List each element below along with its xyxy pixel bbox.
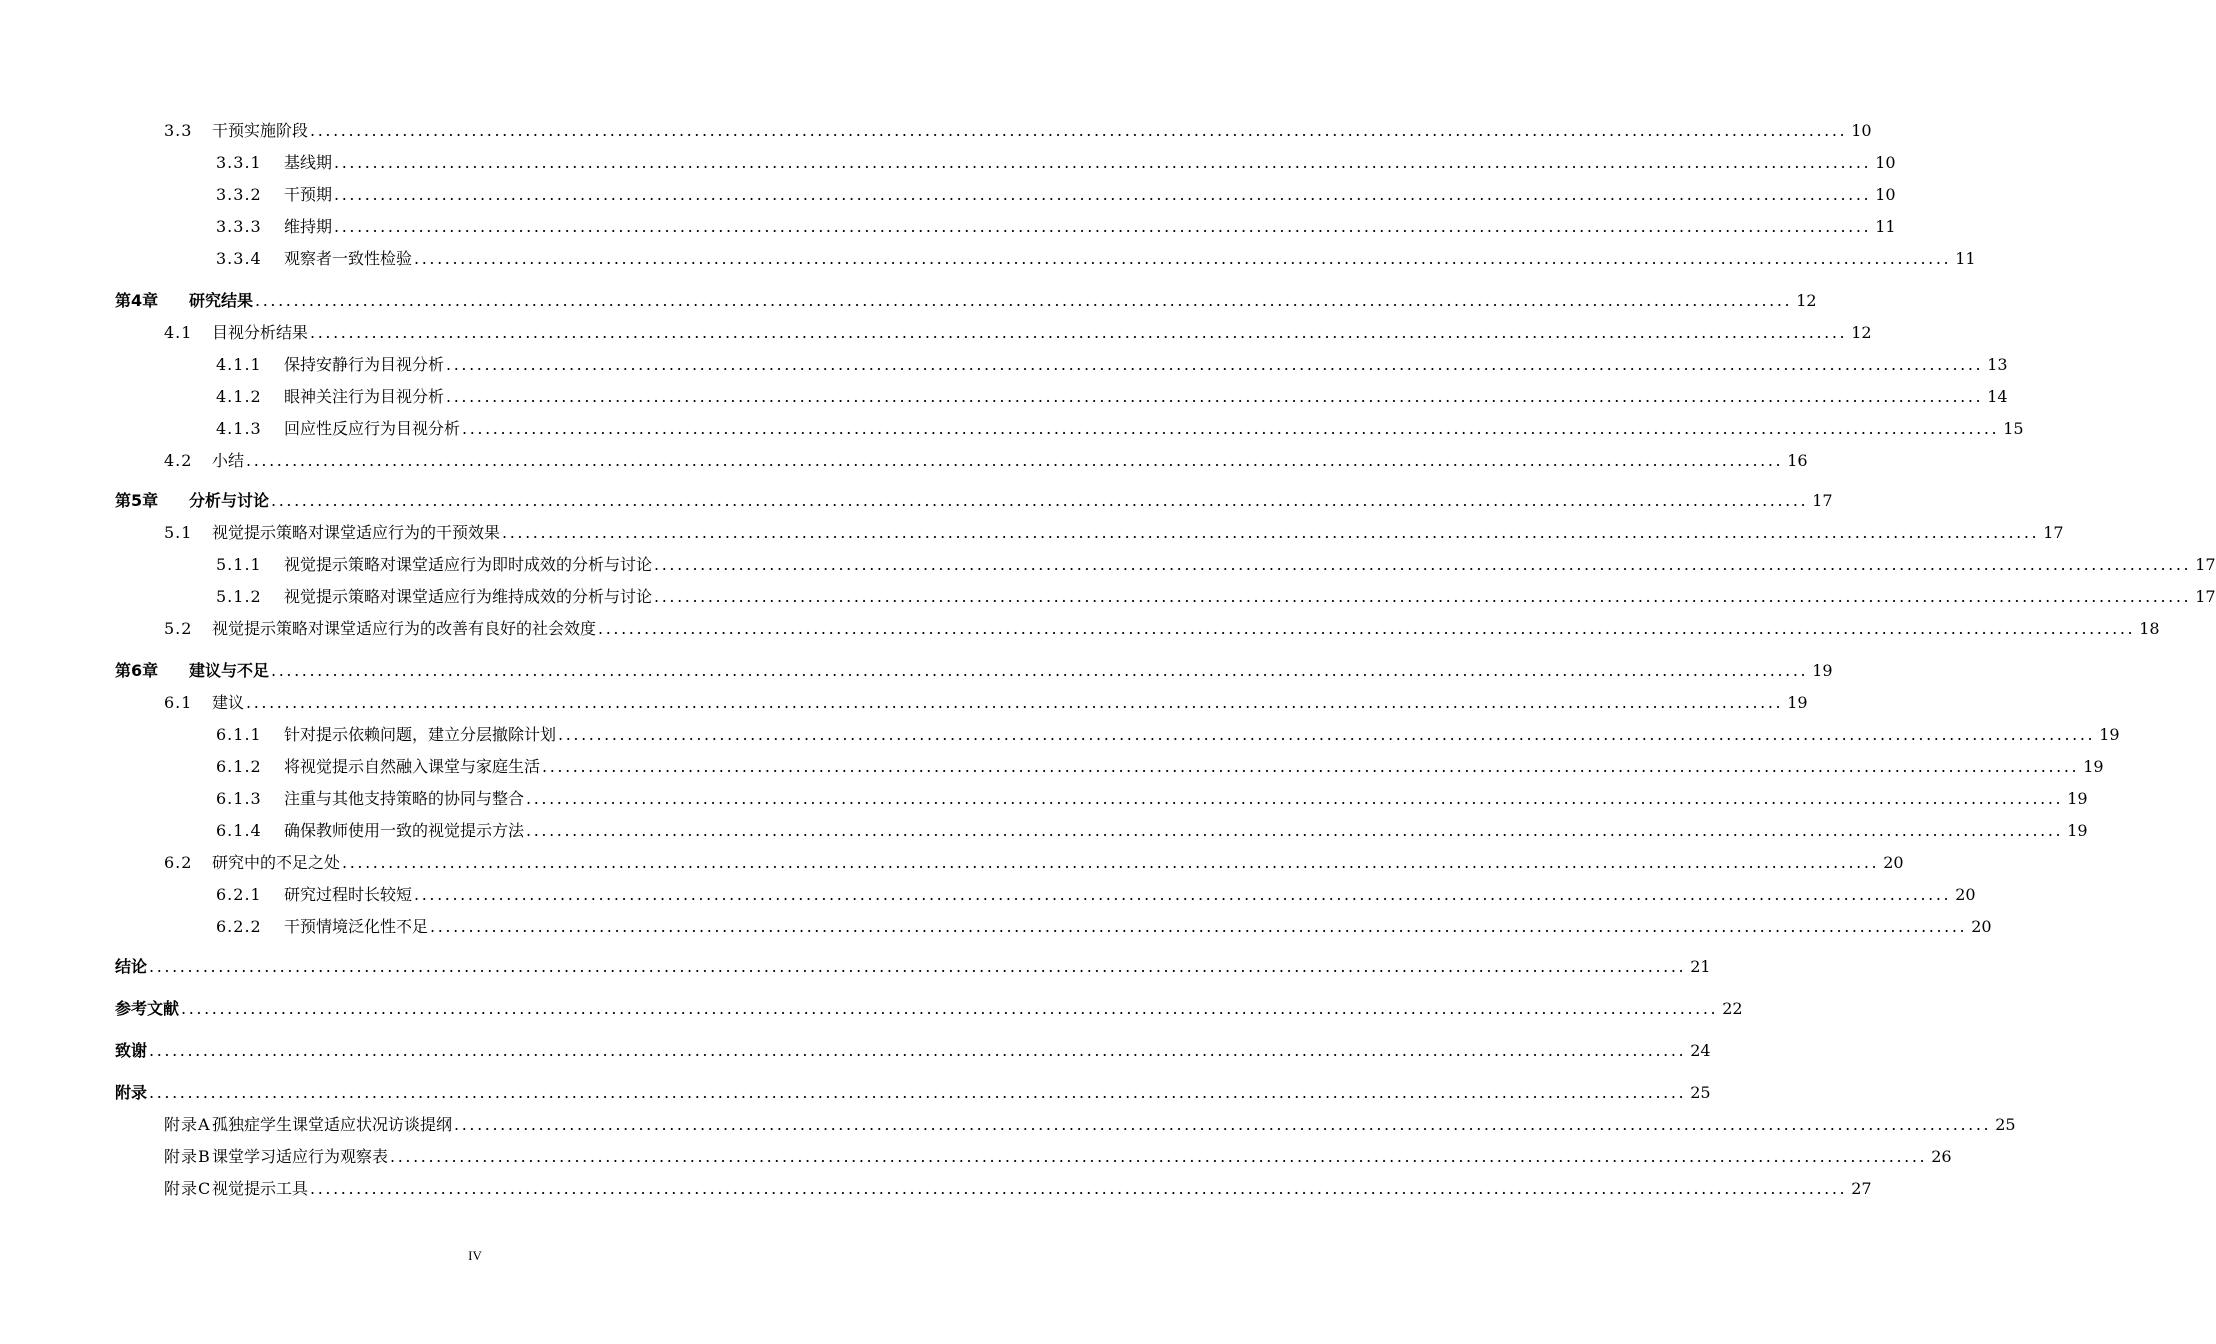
toc-entry-label — [164, 450, 244, 472]
dot-leader: ........................................................................................................................................................................................................ — [271, 661, 1809, 680]
toc-entry[interactable] — [0, 386, 2008, 408]
toc-entry-title: 干预情境泛化性不足 — [284, 917, 429, 936]
dot-leader: ........................................................................................................................................................................................................ — [446, 355, 1984, 374]
toc-entry-title: 视觉提示策略对课堂适应行为的干预效果 — [212, 523, 501, 542]
toc-entry-page: 17 — [2043, 523, 2064, 542]
toc-entry-page: 16 — [1787, 451, 1808, 470]
toc-entry[interactable] — [0, 450, 1808, 472]
toc-entry-number: 第5章 — [115, 491, 159, 510]
toc-entry-title: 将视觉提示自然融入课堂与家庭生活 — [284, 757, 541, 776]
toc-entry-page: 10 — [1851, 121, 1872, 140]
toc-entry-label — [164, 522, 500, 544]
toc-entry-page: 12 — [1851, 323, 1872, 342]
toc-entry-page: 20 — [1971, 917, 1992, 936]
toc-entry-title: 课堂学习适应行为观察表 — [212, 1147, 389, 1166]
toc-entry-number: 4.2 — [164, 451, 193, 470]
toc-entry-page: 19 — [2067, 789, 2088, 808]
toc-entry-title: 注重与其他支持策略的协同与整合 — [284, 789, 525, 808]
toc-entry-number: 6.2 — [164, 853, 193, 872]
toc-entry[interactable] — [0, 1040, 1711, 1062]
toc-entry-title: 视觉提示策略对课堂适应行为维持成效的分析与讨论 — [284, 587, 653, 606]
toc-entry-page: 19 — [2099, 725, 2120, 744]
toc-entry-number: 6.1.4 — [216, 821, 262, 840]
dot-leader: ........................................................................................................................................................................................................ — [526, 789, 2064, 808]
toc-entry-page: 26 — [1931, 1147, 1952, 1166]
toc-entry-number: 4.1.3 — [216, 419, 262, 438]
toc-entry-title: 干预实施阶段 — [212, 121, 309, 140]
dot-leader: ........................................................................................................................................................................................................ — [502, 523, 2040, 542]
toc-entry[interactable] — [0, 660, 1833, 682]
toc-entry[interactable] — [0, 354, 2008, 376]
toc-entry-page: 17 — [2195, 587, 2216, 606]
toc-entry-label — [216, 418, 460, 440]
toc-entry-page: 18 — [2139, 619, 2160, 638]
dot-leader: ........................................................................................................................................................................................................ — [149, 957, 1687, 976]
toc-entry-label — [164, 1114, 452, 1136]
toc-entry-page: 12 — [1796, 291, 1817, 310]
dot-leader: ........................................................................................................................................................................................................ — [558, 725, 2096, 744]
toc-entry-number: 4.1.2 — [216, 387, 262, 406]
toc-entry-title: 研究结果 — [189, 291, 254, 310]
toc-entry[interactable] — [0, 248, 1976, 270]
toc-entry-title: 视觉提示策略对课堂适应行为的改善有良好的社会效度 — [212, 619, 597, 638]
toc-entry-number: 附录A — [164, 1115, 211, 1134]
toc-entry-label — [216, 884, 412, 906]
toc-entry-page: 14 — [1987, 387, 2008, 406]
toc-entry-title: 观察者一致性检验 — [284, 249, 413, 268]
toc-entry[interactable] — [0, 724, 2120, 746]
toc-entry-title: 保持安静行为目视分析 — [284, 355, 445, 374]
dot-leader: ........................................................................................................................................................................................................ — [526, 821, 2064, 840]
toc-entry-page: 25 — [1995, 1115, 2016, 1134]
toc-entry-title: 参考文献 — [115, 999, 180, 1018]
toc-entry-number: 3.3.1 — [216, 153, 262, 172]
toc-entry-title: 目视分析结果 — [212, 323, 309, 342]
toc-entry[interactable] — [0, 290, 1817, 312]
toc-entry-title: 基线期 — [284, 153, 333, 172]
toc-entry-label — [164, 692, 244, 714]
page-number: IV — [468, 1248, 482, 1263]
toc-entry[interactable] — [0, 916, 1992, 938]
dot-leader: ........................................................................................................................................................................................................ — [654, 555, 2192, 574]
toc-entry-title: 确保教师使用一致的视觉提示方法 — [284, 821, 525, 840]
toc-entry[interactable] — [0, 152, 1896, 174]
toc-entry-title: 针对提示依赖问题，建立分层撤除计划 — [284, 725, 557, 744]
toc-entry-page: 20 — [1955, 885, 1976, 904]
toc-entry[interactable] — [0, 216, 1896, 238]
toc-entry-number: 3.3.4 — [216, 249, 262, 268]
toc-entry-page: 20 — [1883, 853, 1904, 872]
dot-leader: ........................................................................................................................................................................................................ — [310, 323, 1848, 342]
toc-entry[interactable] — [0, 418, 2024, 440]
dot-leader: ........................................................................................................................................................................................................ — [414, 249, 1952, 268]
toc-entry-label — [216, 788, 524, 810]
dot-leader: ........................................................................................................................................................................................................ — [334, 185, 1872, 204]
dot-leader: ........................................................................................................................................................................................................ — [255, 291, 1793, 310]
dot-leader: ........................................................................................................................................................................................................ — [181, 999, 1719, 1018]
toc-entry-label — [115, 1040, 147, 1062]
toc-entry-page: 19 — [1787, 693, 1808, 712]
toc-entry-title: 干预期 — [284, 185, 333, 204]
toc-entry-title: 回应性反应行为目视分析 — [284, 419, 461, 438]
toc-entry-label — [216, 354, 444, 376]
toc-entry-number: 4.1 — [164, 323, 193, 342]
toc-entry-number: 第4章 — [115, 291, 159, 310]
toc-entry-number: 3.3.3 — [216, 217, 262, 236]
toc-entry-page: 19 — [2067, 821, 2088, 840]
dot-leader: ........................................................................................................................................................................................................ — [246, 451, 1784, 470]
toc-entry-label — [216, 184, 332, 206]
toc-entry-number: 6.1.3 — [216, 789, 262, 808]
toc-entry-title: 建议 — [212, 693, 245, 712]
dot-leader: ........................................................................................................................................................................................................ — [654, 587, 2192, 606]
dot-leader: ........................................................................................................................................................................................................ — [334, 217, 1872, 236]
toc-entry-number: 5.1.1 — [216, 555, 262, 574]
dot-leader: ........................................................................................................................................................................................................ — [342, 853, 1880, 872]
toc-entry-title: 维持期 — [284, 217, 333, 236]
toc-entry-title: 结论 — [115, 957, 148, 976]
toc-entry[interactable] — [0, 490, 1833, 512]
toc-entry[interactable] — [0, 884, 1976, 906]
toc-entry-label — [216, 216, 332, 238]
dot-leader: ........................................................................................................................................................................................................ — [414, 885, 1952, 904]
dot-leader: ........................................................................................................................................................................................................ — [246, 693, 1784, 712]
toc-entry-label — [216, 248, 412, 270]
toc-entry[interactable] — [0, 1178, 1872, 1200]
toc-entry[interactable] — [0, 1082, 1711, 1104]
toc-entry-label — [115, 1082, 147, 1104]
toc-entry-number: 5.1 — [164, 523, 193, 542]
toc-entry-number: 6.2.2 — [216, 917, 262, 936]
toc-entry[interactable] — [0, 120, 1872, 142]
toc-entry[interactable] — [0, 1114, 2016, 1136]
toc-entry-label — [216, 916, 428, 938]
toc-entry[interactable] — [0, 820, 2088, 842]
toc-entry-label — [164, 322, 308, 344]
toc-entry-title: 眼神关注行为目视分析 — [284, 387, 445, 406]
toc-entry-number: 5.1.2 — [216, 587, 262, 606]
toc-entry-label — [115, 490, 269, 512]
toc-entry-label — [216, 386, 444, 408]
toc-entry-title: 视觉提示工具 — [212, 1179, 309, 1198]
dot-leader: ........................................................................................................................................................................................................ — [310, 1179, 1848, 1198]
toc-entry-page: 25 — [1690, 1083, 1711, 1102]
dot-leader: ........................................................................................................................................................................................................ — [446, 387, 1984, 406]
toc-entry-label — [164, 1178, 308, 1200]
toc-entry-title: 小结 — [212, 451, 245, 470]
toc-entry-page: 10 — [1875, 185, 1896, 204]
toc-entry-page: 19 — [1812, 661, 1833, 680]
dot-leader: ........................................................................................................................................................................................................ — [310, 121, 1848, 140]
toc-entry-label — [216, 554, 652, 576]
toc-entry-page: 11 — [1875, 217, 1896, 236]
toc-entry-page: 21 — [1690, 957, 1711, 976]
toc-entry-title: 视觉提示策略对课堂适应行为即时成效的分析与讨论 — [284, 555, 653, 574]
toc-entry-title: 分析与讨论 — [189, 491, 270, 510]
toc-entry-page: 10 — [1875, 153, 1896, 172]
toc-entry-page: 22 — [1722, 999, 1743, 1018]
toc-entry-title: 附录 — [115, 1083, 148, 1102]
dot-leader: ........................................................................................................................................................................................................ — [542, 757, 2080, 776]
dot-leader: ........................................................................................................................................................................................................ — [454, 1115, 1992, 1134]
dot-leader: ........................................................................................................................................................................................................ — [390, 1147, 1928, 1166]
toc-entry-page: 15 — [2003, 419, 2024, 438]
toc-entry[interactable] — [0, 184, 1896, 206]
toc-entry-page: 17 — [1812, 491, 1833, 510]
toc-entry-number: 6.1.1 — [216, 725, 262, 744]
toc-entry-page: 27 — [1851, 1179, 1872, 1198]
toc-entry-label — [216, 756, 540, 778]
toc-entry-label — [216, 152, 332, 174]
toc-entry[interactable] — [0, 586, 2216, 608]
toc-entry[interactable] — [0, 788, 2088, 810]
toc-entry[interactable] — [0, 756, 2104, 778]
toc-entry-title: 孤独症学生课堂适应状况访谈提纲 — [212, 1115, 453, 1134]
toc-entry-page: 24 — [1690, 1041, 1711, 1060]
dot-leader: ........................................................................................................................................................................................................ — [462, 419, 2000, 438]
toc-entry-page: 13 — [1987, 355, 2008, 374]
toc-entry-number: 第6章 — [115, 661, 159, 680]
toc-entry-number: 3.3 — [164, 121, 193, 140]
toc-entry[interactable] — [0, 1146, 1952, 1168]
toc-entry-number: 附录C — [164, 1179, 212, 1198]
toc-entry-number: 4.1.1 — [216, 355, 262, 374]
toc-entry-number: 6.1.2 — [216, 757, 262, 776]
dot-leader: ........................................................................................................................................................................................................ — [149, 1083, 1687, 1102]
toc-entry[interactable] — [0, 692, 1808, 714]
toc-entry[interactable] — [0, 322, 1872, 344]
dot-leader: ........................................................................................................................................................................................................ — [430, 917, 1968, 936]
toc-entry-label — [115, 660, 269, 682]
toc-entry-number: 6.1 — [164, 693, 193, 712]
toc-entry-number: 6.2.1 — [216, 885, 262, 904]
toc-entry-label — [115, 956, 147, 978]
toc-entry[interactable] — [0, 998, 1743, 1020]
toc-entry[interactable] — [0, 852, 1904, 874]
toc-entry-number: 附录B — [164, 1147, 211, 1166]
toc-entry-page: 17 — [2195, 555, 2216, 574]
toc-entry-page: 11 — [1955, 249, 1976, 268]
toc-entry-label — [115, 290, 253, 312]
toc-entry-label — [164, 852, 340, 874]
toc-entry-number: 3.3.2 — [216, 185, 262, 204]
dot-leader: ........................................................................................................................................................................................................ — [598, 619, 2136, 638]
toc-entry[interactable] — [0, 956, 1711, 978]
toc-entry[interactable] — [0, 522, 2064, 544]
toc-entry[interactable] — [0, 618, 2160, 640]
toc-entry-label — [216, 724, 556, 746]
toc-entry[interactable] — [0, 554, 2216, 576]
toc-entry-label — [164, 120, 308, 142]
toc-entry-title: 研究中的不足之处 — [212, 853, 341, 872]
dot-leader: ........................................................................................................................................................................................................ — [334, 153, 1872, 172]
dot-leader: ........................................................................................................................................................................................................ — [149, 1041, 1687, 1060]
toc-entry-title: 建议与不足 — [189, 661, 270, 680]
toc-entry-label — [164, 618, 596, 640]
toc-entry-title: 研究过程时长较短 — [284, 885, 413, 904]
dot-leader: ........................................................................................................................................................................................................ — [271, 491, 1809, 510]
toc-entry-number: 5.2 — [164, 619, 193, 638]
toc-entry-label — [216, 820, 524, 842]
toc-entry-page: 19 — [2083, 757, 2104, 776]
toc-entry-label — [216, 586, 652, 608]
toc-entry-label — [164, 1146, 388, 1168]
toc-entry-title: 致谢 — [115, 1041, 148, 1060]
toc-entry-label — [115, 998, 179, 1020]
